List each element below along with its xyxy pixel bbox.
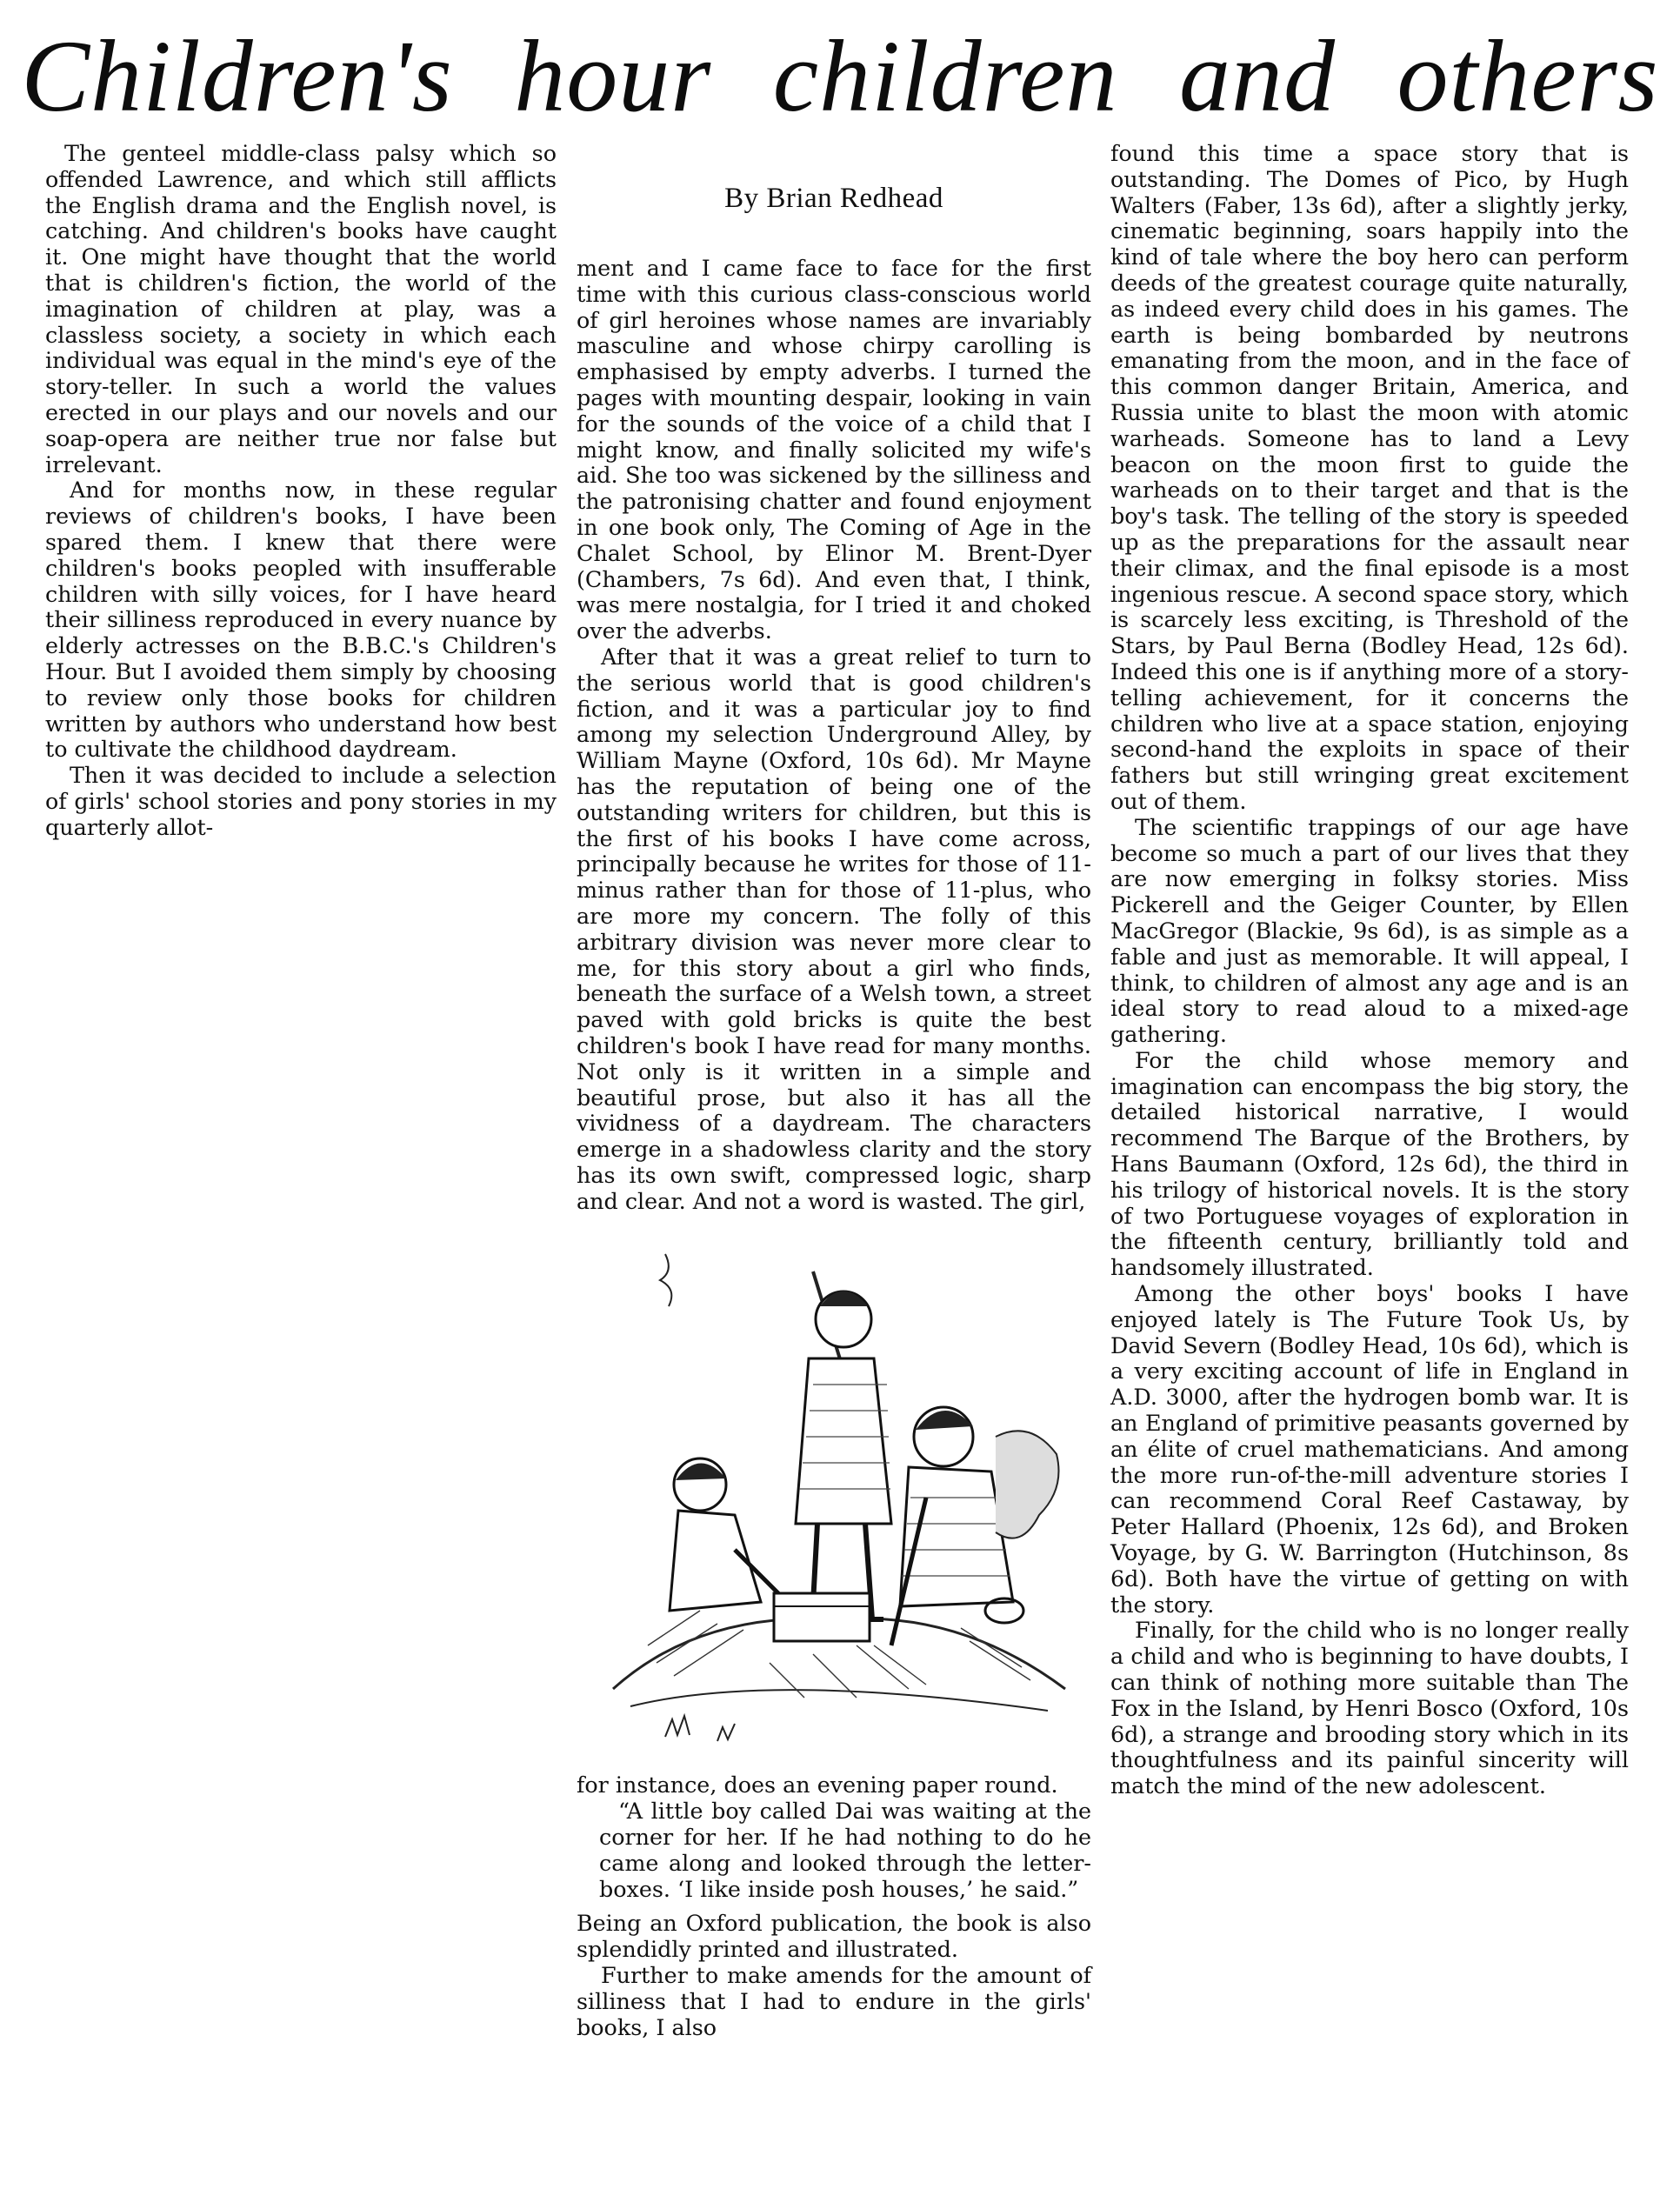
paragraph: found this time a space story that is outstanding. The Domes of Pico, by Hugh Walters (Faber, 13s 6d), after a slightly jerky, cinematic beginning, soars happily into the kind of tale where the boy hero can perform deeds of the greatest courage quite naturally, as indeed every child does in his games. The earth is being bombarded by neutrons emanating from the moon, and in the face of this common danger Britain, America, and Russia unite to blast the moon with atomic warheads. Someone has to land a Levy beacon on the moon first to guide the warheads on to their target and that is the boy's task. The telling of the story is speeded up as the preparations for the assault near their climax, and the final episode is a most ingenious rescue. A second space story, which is scarcely less exciting, is Threshold of the Stars, by Paul Berna (Bodley Head, 12s 6d). Indeed this one is if anything more of a story-telling achievement, for it concerns the children who live at a space station, enjoying second-hand the exploits in space of their fathers but still wringing great excitement out of them. xyxy=(1110,140,1629,814)
illustration-children-digging xyxy=(596,1237,1083,1748)
paragraph: The genteel middle-class palsy which so offended Lawrence, and which still afflicts the English drama and the English novel, is catching. And children's books have caught it. One might have thought that the world that is children's fiction, the world of the imagination of children at play, was a classless society, a society in which each individual was equal in the mind's eye of the story-teller. In such a world the values erected in our plays and our novels and our soap-opera are neither true nor false but irrelevant. xyxy=(45,140,557,477)
paragraph: Among the other boys' books I have enjoyed lately is The Future Took Us, by David Severn (Bodley Head, 10s 6d), which is a very exciting account of life in England in A.D. 3000, after the hydrogen bomb war. It is an England of primitive peasants governed by an élite of cruel mathematicians. And among the more run-of-the-mill adventure stories I can recommend Coral Reef Castaway, by Peter Hallard (Phoenix, 12s 6d), and Broken Voyage, by G. W. Barrington (Hutchinson, 8s 6d). Both have the virtue of getting on with the story. xyxy=(1110,1280,1629,1618)
paragraph: For the child whose memory and imagination can encompass the big story, the detailed historical narrative, I would recommend The Barque of the Brothers, by Hans Baumann (Oxford, 12s 6d), the third in his trilogy of historical novels. It is the story of two Portuguese voyages of exploration in the fifteenth century, brilliantly told and handsomely illustrated. xyxy=(1110,1046,1629,1281)
paragraph: Then it was decided to include a selection of girls' school stories and pony stories in my quarterly allot- xyxy=(45,762,557,840)
byline: By Brian Redhead xyxy=(724,183,943,214)
paragraph: Being an Oxford publication, the book is also splendidly printed and illustrated. xyxy=(577,1910,1091,1963)
paragraph: Finally, for the child who is no longer really a child and who is beginning to have doubts, I can think of nothing more suitable than The Fox in the Island, by Henri Bosco (Oxford, 10s 6d), a strange and brooding story which in its thoughtfulness and its painful sincerity will match the mind of the new adolescent. xyxy=(1110,1617,1629,1799)
quotation xyxy=(599,1799,1091,1902)
paragraph: ment and I came face to face for the first time with this curious class-conscious world of girl heroines whose names are invariably masculine and whose chirpy carolling is emphasised by empty adverbs. I turned the pages with mounting despair, looking in vain for the sounds of the voice of a child that I might know, and finally solicited my wife's aid. She too was sickened by the silliness and the patronising chatter and found enjoyment in one book only, The Coming of Age in the Chalet School, by Elinor M. Brent-Dyer (Chambers, 7s 6d). And even that, I think, was mere nostalgia, for I tried it and choked over the adverbs. xyxy=(577,255,1091,644)
column-1 xyxy=(45,141,557,841)
quote-text: “A little boy called Dai was waiting at the corner for her. If he had nothing to do he came along and looked through the letter-boxes. ‘I like inside posh houses,’ he said.” xyxy=(599,1798,1091,1902)
paragraph: The scientific trappings of our age have become so much a part of our lives that they are now emerging in folksy stories. Miss Pickerell and the Geiger Counter, by Ellen MacGregor (Blackie, 9s 6d), is as simple as a fable and just as memorable. It will appeal, I think, to children of almost any age and is an ideal story to read aloud to a mixed-age gathering. xyxy=(1110,813,1629,1048)
headline: Children's hour children and others xyxy=(21,19,1659,133)
column-2 xyxy=(577,141,1091,2040)
paragraph: for instance, does an evening paper round. xyxy=(577,1772,1058,1799)
column-3 xyxy=(1110,141,1629,1799)
paragraph: And for months now, in these regular reviews of children's books, I have been spared them. I knew that there were children's books peopled with insufferable children with silly voices, for I have heard their silliness reproduced in every nuance by elderly actresses on the B.B.C.'s Children's Hour. But I avoided them simply by choosing to review only those books for children written by authors who understand how best to cultivate the childhood daydream. xyxy=(45,477,557,763)
paragraph: Further to make amends for the amount of silliness that I had to endure in the girls' books, I also xyxy=(577,1962,1091,2040)
paragraph: After that it was a great relief to turn to the serious world that is good children's fiction, and it was a particular joy to find among my selection Underground Alley, by William Mayne (Oxford, 10s 6d). Mr Mayne has the reputation of being one of the outstanding writers for children, but this is the first of his books I have come across, principally because he writes for those of 11-minus rather than for those of 11-plus, who are more my concern. The folly of this arbitrary division was never more clear to me, for this story about a girl who finds, beneath the surface of a Welsh town, a street paved with gold bricks is quite the best children's book I have read for many months. Not only is it written in a simple and beautiful prose, but also it has all the vividness of a daydream. The characters emerge in a shadowless clarity and the story has its own swift, compressed logic, sharp and clear. And not a word is wasted. The girl, xyxy=(577,643,1091,1214)
